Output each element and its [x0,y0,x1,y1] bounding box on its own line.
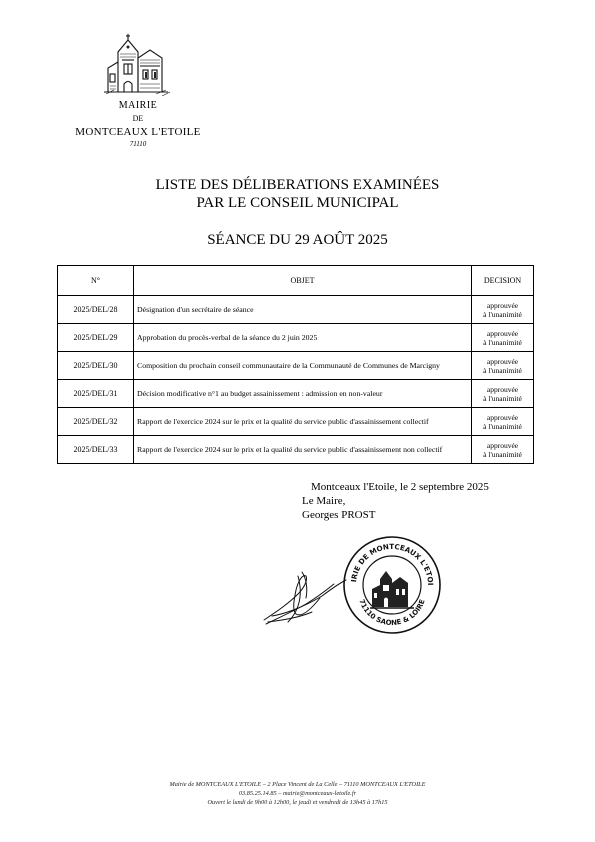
header-objet: OBJET [134,266,472,296]
row-objet: Désignation d'un secrétaire de séance [134,296,472,324]
document-title-line1: LISTE DES DÉLIBERATIONS EXAMINÉES [155,177,440,193]
row-decision [472,380,534,408]
signatory-name: Georges PROST [302,509,376,521]
letterhead-postcode: 71110 [129,140,147,148]
decision-status: approuvée [486,384,519,394]
row-number: 2025/DEL/28 [58,296,134,324]
decision-vote: à l'unanimité [483,337,522,347]
document-title-line2: PAR LE CONSEIL MUNICIPAL [196,195,399,211]
header-decision: DECISION [472,266,534,296]
row-objet: Approbation du procès-verbal de la séance du 2 juin 2025 [134,324,472,352]
row-objet: Rapport de l'exercice 2024 sur le prix et la qualité du service public d'assainissement non collectif [134,436,472,464]
handwritten-signature [262,568,348,628]
table-row [58,352,534,380]
decision-vote: à l'unanimité [483,393,522,403]
town-hall-logo [100,30,172,100]
header-num: N° [58,266,134,296]
row-decision [472,352,534,380]
row-number: 2025/DEL/32 [58,408,134,436]
row-decision [472,408,534,436]
row-objet: Rapport de l'exercice 2024 sur le prix et la qualité du service public d'assainissement collectif [134,408,472,436]
row-number: 2025/DEL/29 [58,324,134,352]
table-row [58,296,534,324]
decision-vote: à l'unanimité [483,365,522,375]
session-date-title: SÉANCE DU 29 AOÛT 2025 [207,232,388,248]
decision-vote: à l'unanimité [483,309,522,319]
decision-status: approuvée [486,300,519,310]
footer-opening-hours: Ouvert le lundi de 9h00 à 12h00, le jeudi et vendredi de 13h45 à 17h15 [207,799,388,806]
letterhead-text [50,101,226,151]
church-drawing-icon [100,30,172,100]
signature-place-date: Montceaux l'Etoile, le 2 septembre 2025 [311,481,489,493]
letterhead-de: DE [132,114,144,123]
table-row [58,324,534,352]
signature-scribble-icon [262,568,348,628]
row-decision [472,324,534,352]
decision-vote: à l'unanimité [483,449,522,459]
footer-address: Mairie de MONTCEAUX L'ETOILE – 2 Place Vincent de La Celle – 71110 MONTCEAUX L'ETOILE [169,781,426,788]
decision-status: approuvée [486,412,519,422]
table-row [58,380,534,408]
row-objet: Composition du prochain conseil communautaire de la Communauté de Communes de Marcigny [134,352,472,380]
deliberations-table [57,265,534,464]
row-number: 2025/DEL/33 [58,436,134,464]
row-number: 2025/DEL/31 [58,380,134,408]
row-objet: Décision modificative n°1 au budget assainissement : admission en non-valeur [134,380,472,408]
decision-status: approuvée [486,328,519,338]
official-stamp [342,535,442,635]
row-decision [472,436,534,464]
table-row [58,436,534,464]
stamp-text-bottom: 71110 SAONE & LOIRE [357,598,427,628]
stamp-text-top: IRIE DE MONTCEAUX L'ETOI [349,541,436,586]
table-header-row [58,266,534,296]
decision-status: approuvée [486,356,519,366]
footer-contact: 03.85.25.14.85 – mairie@montceaux-letoile.fr [238,790,357,797]
letterhead-town: MONTCEAUX L'ETOILE [75,126,201,138]
decision-vote: à l'unanimité [483,421,522,431]
letterhead-mairie: MAIRIE [118,100,158,111]
table-row [58,408,534,436]
signature-title: Le Maire, [302,495,346,507]
row-decision [472,296,534,324]
town-seal-icon [342,535,442,635]
decision-status: approuvée [486,440,519,450]
row-number: 2025/DEL/30 [58,352,134,380]
